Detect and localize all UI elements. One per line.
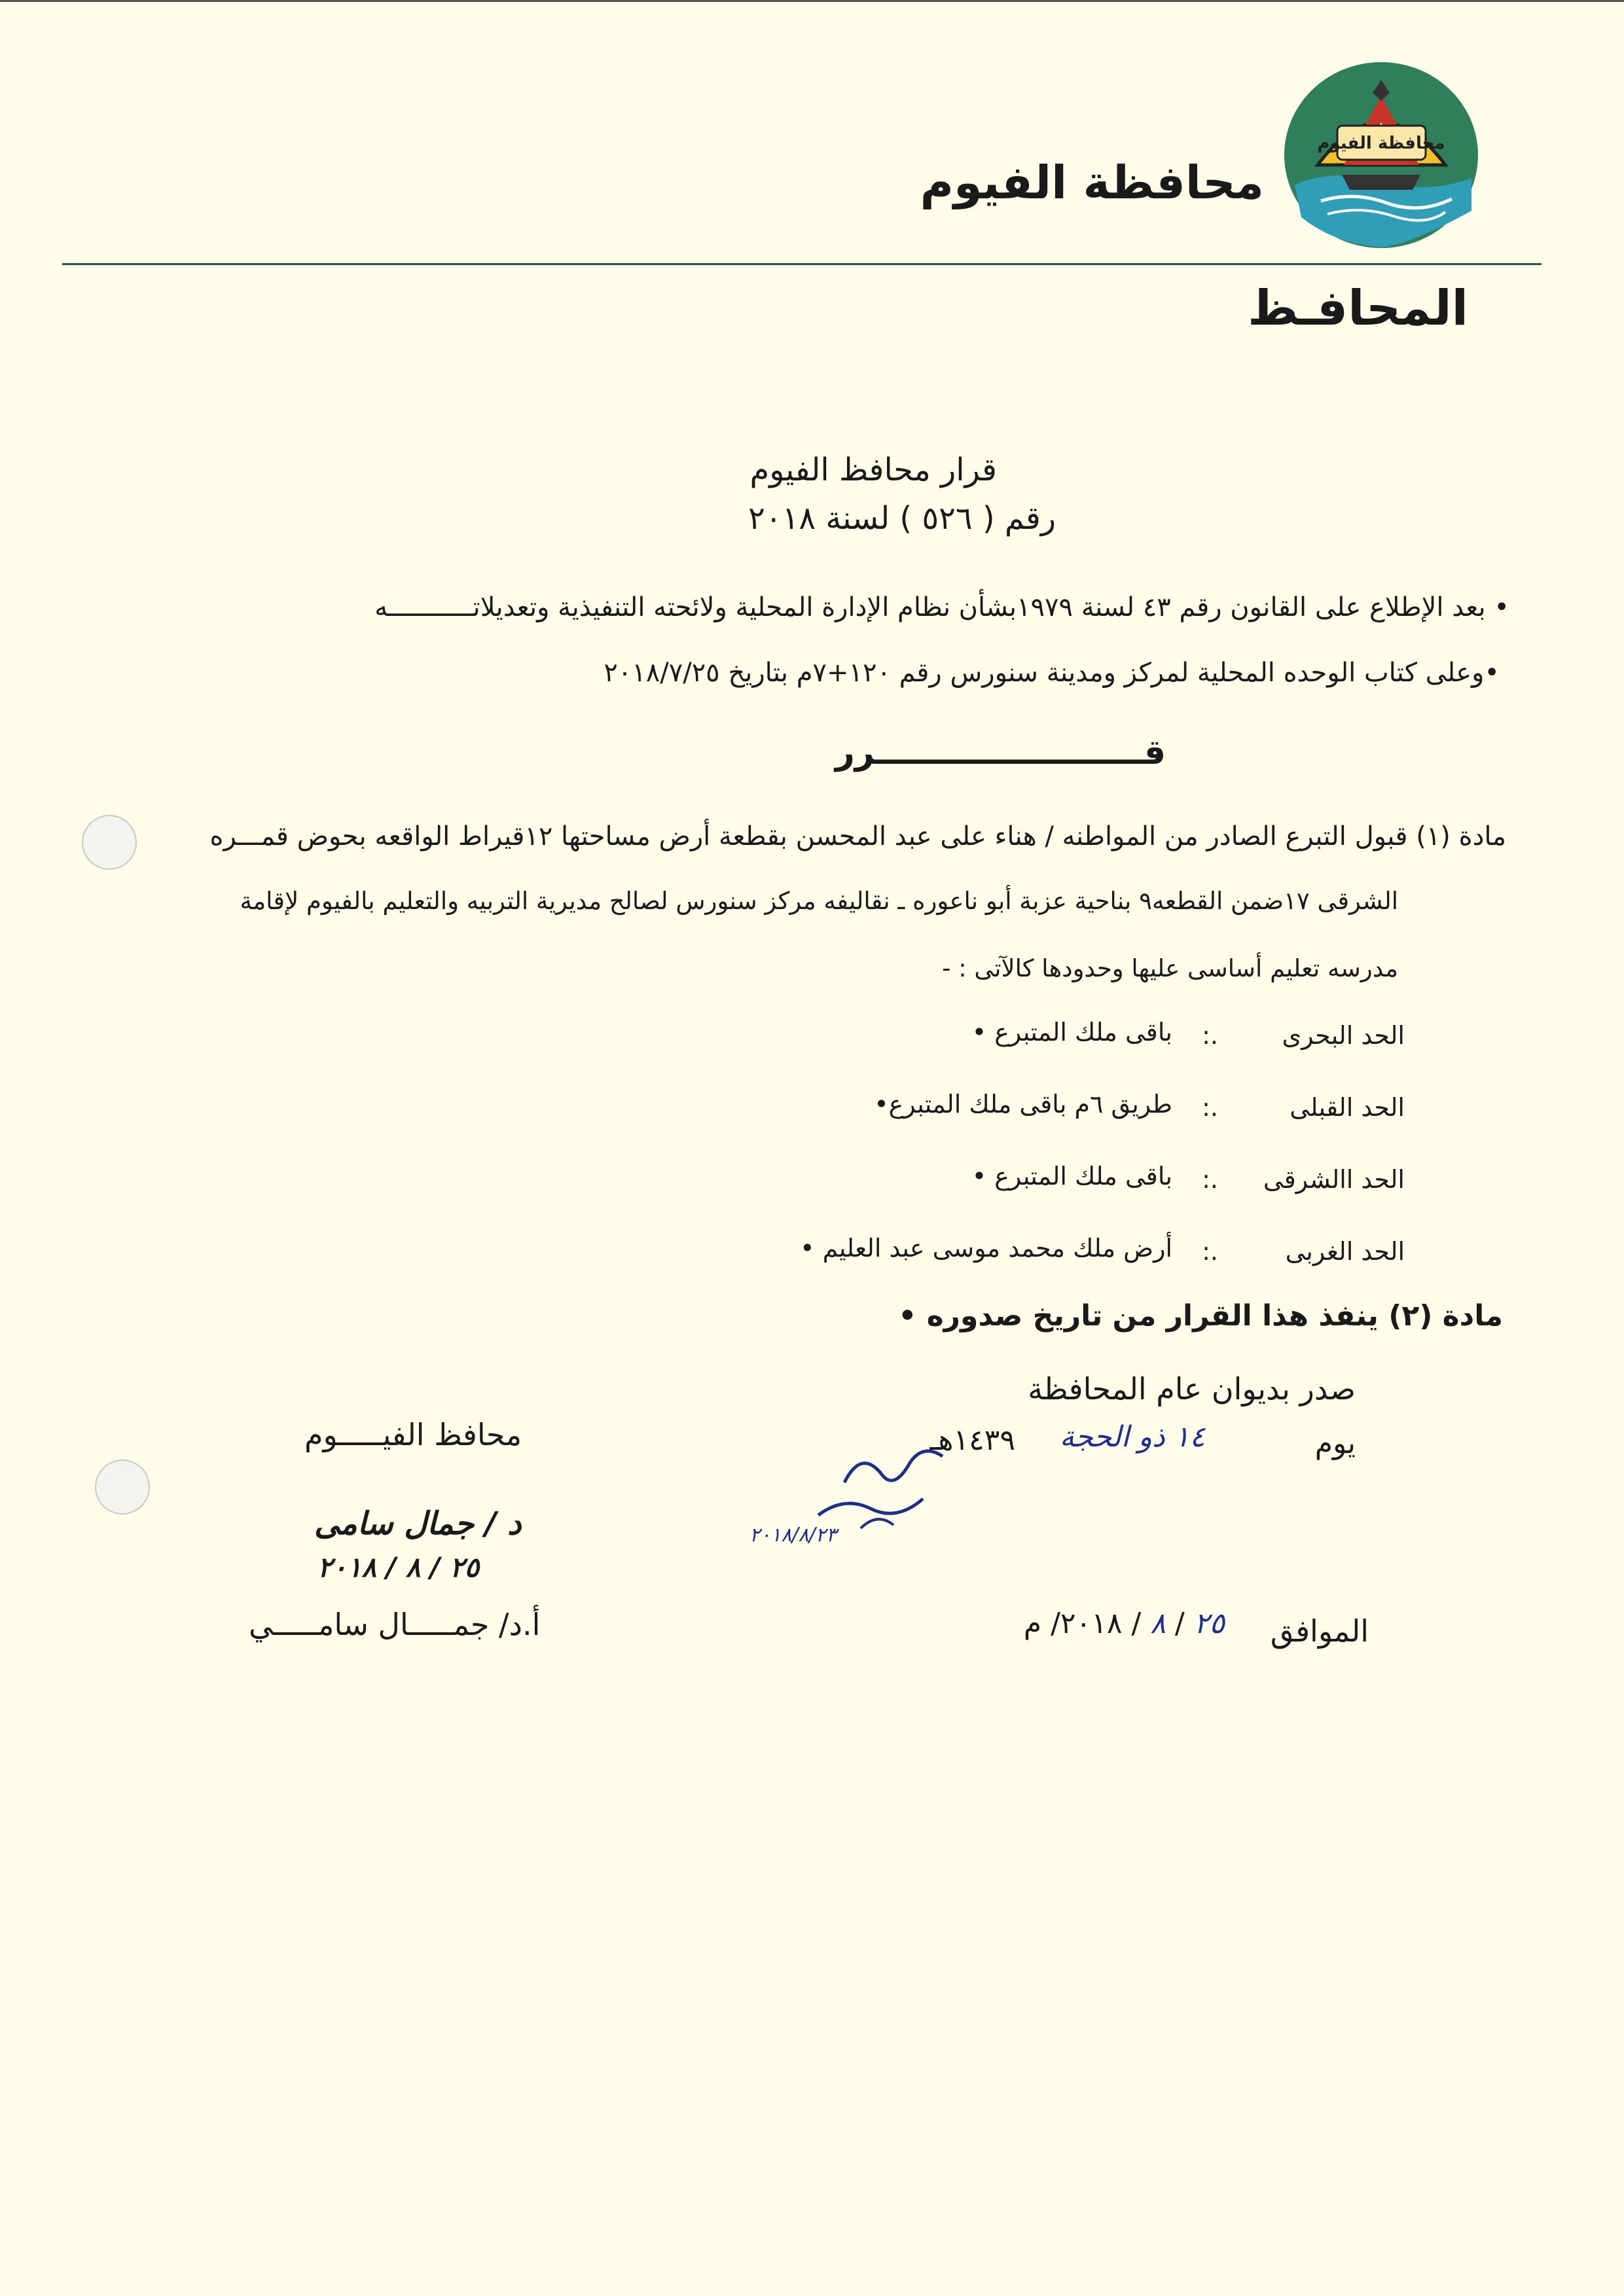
page-top-border xyxy=(0,0,1624,2)
issued-day-label: يوم xyxy=(1314,1427,1356,1460)
governorate-name: محافظة الفيوم xyxy=(920,156,1264,209)
boundary-label: الحد الغربى xyxy=(1285,1237,1405,1266)
decree-heading: قـــــــــــــــــــــــرر xyxy=(835,733,1166,772)
boundary-separator: :. xyxy=(1202,1165,1218,1194)
punch-hole xyxy=(82,815,137,870)
office-title: المحافـظ xyxy=(1248,280,1468,336)
article-1-line: الشرقى ١٧ضمن القطعه٩ بناحية عزبة أبو ناعوره ـ نقاليفه مركز سنورس لصالح مديرية التربيه والتعليم بالفيوم لإقامة xyxy=(240,887,1398,915)
article-2: مادة (٢) ينفذ هذا القرار من تاريخ صدوره • xyxy=(898,1299,1503,1333)
corresponding-year: / ٢٠١٨/ xyxy=(1051,1607,1142,1640)
corresponding-day: ٢٥ xyxy=(1193,1607,1225,1640)
boundary-separator: :. xyxy=(1202,1093,1218,1122)
handwritten-signature: د / جمال سامى xyxy=(314,1505,522,1542)
boundary-label: الحد البحرى xyxy=(1282,1021,1405,1050)
issued-hijri-year: ١٤٣٩هـ xyxy=(929,1424,1015,1457)
fayoum-governorate-emblem xyxy=(1282,60,1481,250)
corresponding-suffix: م xyxy=(1023,1607,1042,1640)
boundary-value: باقى ملك المتبرع • xyxy=(971,1162,1172,1191)
signature-date: ٢٥ / ٨ / ٢٠١٨ xyxy=(317,1551,480,1583)
signatory-title: محافظ الفيـــــوم xyxy=(304,1417,522,1452)
header-divider xyxy=(62,263,1542,265)
boundary-label: الحد االشرقى xyxy=(1263,1165,1405,1194)
handwritten-initials xyxy=(746,1437,956,1548)
corresponding-date: ٢٥ / ٨ / ٢٠١٨/ م xyxy=(1023,1607,1225,1640)
recital-law: • بعد الإطلاع على القانون رقم ٤٣ لسنة ١٩٧٩بشأن نظام الإدارة المحلية ولائحته التنفيذية وتعديلاتـــــــــــه xyxy=(374,592,1509,622)
boundary-value: أرض ملك محمد موسى عبد العليم • xyxy=(800,1234,1172,1263)
article-1-line: مادة (١) قبول التبرع الصادر من المواطنه / هناء على عبد المحسن بقطعة أرض مساحتها ١٢قيراط الواقعه بحوض قمـــره xyxy=(209,821,1506,852)
emblem-text: محافظة الفيوم xyxy=(1317,134,1445,153)
decision-number: رقم ( ٥٢٦ ) لسنة ٢٠١٨ xyxy=(748,500,1056,537)
punch-hole xyxy=(95,1460,150,1515)
boundary-separator: :. xyxy=(1202,1021,1218,1050)
boundary-separator: :. xyxy=(1202,1237,1218,1266)
corresponding-month: ٨ xyxy=(1150,1607,1166,1640)
boundary-value: طريق ٦م باقى ملك المتبرع• xyxy=(874,1090,1172,1119)
boundary-label: الحد القبلى xyxy=(1290,1093,1405,1122)
corresponding-label: الموافق xyxy=(1270,1613,1369,1649)
initials-date: ٢٠١٨/٨/٢٣ xyxy=(749,1524,837,1547)
issued-at: صدر بديوان عام المحافظة xyxy=(1028,1371,1356,1407)
article-1-line: مدرسه تعليم أساسى عليها وحدودها كالآتى : - xyxy=(942,954,1398,982)
boundary-value: باقى ملك المتبرع • xyxy=(971,1018,1172,1047)
issued-hijri-handwritten: ١٤ ذو الحجة xyxy=(1059,1420,1205,1454)
decision-title: قرار محافظ الفيوم xyxy=(749,452,997,488)
recital-letter: •وعلى كتاب الوحده المحلية لمركز ومدينة سنورس رقم ١٢٠+٧م بتاريخ ٢٠١٨/٧/٢٥ xyxy=(604,658,1500,688)
signatory-name: أ.د/ جمـــــال سامـــــي xyxy=(249,1607,541,1642)
